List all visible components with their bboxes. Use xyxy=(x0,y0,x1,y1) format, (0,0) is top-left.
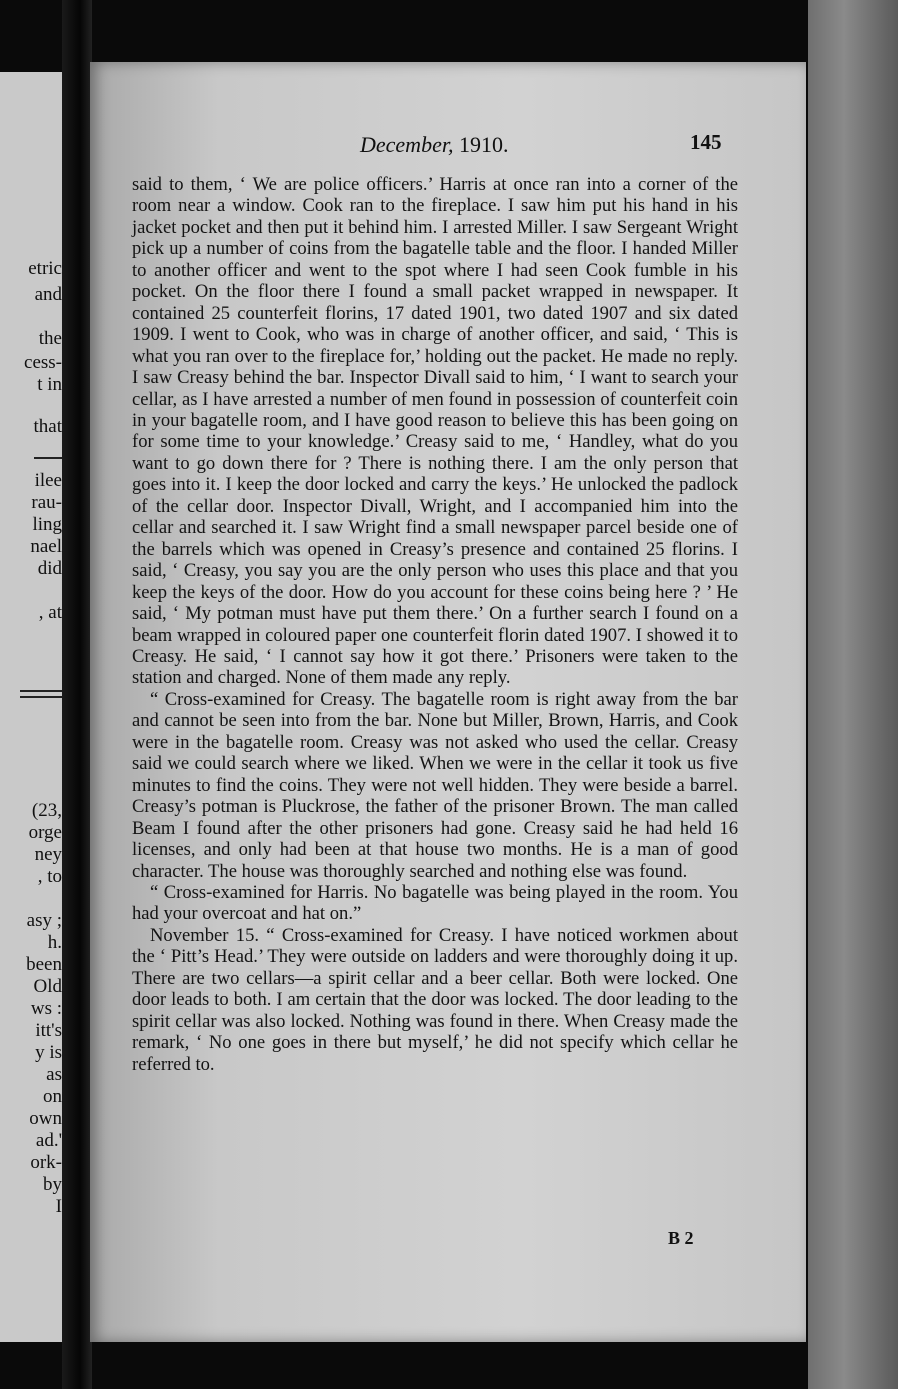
facing-page-rule xyxy=(20,690,66,692)
header-month: December, xyxy=(360,132,454,157)
facing-page-fragment: by xyxy=(43,1174,62,1195)
book-page xyxy=(90,62,806,1342)
paragraph: said to them, ‘ We are police officers.’ Harris at once ran into a corner of the room near a window. Cook ran to the fireplace. I saw him put his hand in his jacket pocket and then put it behind him. I arrested Miller. I saw Sergeant Wright pick up a number of coins from the bagatelle table and the floor. I handed Miller to another officer and went to the spot where I had seen Cook fumble in his pocket. On the floor there I found a small packet wrapped in newspaper. It contained 25 counterfeit florins, 17 dated 1901, two dated 1907 and six dated 1909. I went to Cook, who was in charge of another officer, and said, ‘ This is what you ran over to the fireplace for,’ holding out the packet. He made no reply. I saw Creasy behind the bar. Inspector Divall said to him, ‘ I want to search your cellar, as I have arrested a number of men found in possession of counterfeit coin in your bagatelle room, and I have good reason to believe this has been going on for some time to your knowledge.’ Creasy said to me, ‘ Handley, what do you want to go down there for ? There is nothing there. I am the only person that goes into it. I keep the door locked and carry the keys.’ He unlocked the padlock of the cellar door. Inspector Divall, Wright, and I accompanied him into the cellar and searched it. I saw Wright find a small newspaper parcel beside one of the barrels which was opened in Creasy’s presence and contained 25 florins. I said, ‘ Creasy, you say you are the only person who uses this place and that you keep the keys of the door. How do you account for these coins being here ? ’ He said, ‘ My potman must have put them there.’ On a further search I found on a beam wrapped in coloured paper one counterfeit florin dated 1907. I showed it to Creasy. He said, ‘ I cannot say how it got there.’ Prisoners were taken to the station and charged. None of them made any reply. xyxy=(132,174,738,689)
facing-page-fragment: ney xyxy=(34,844,62,865)
paragraph: “ Cross-examined for Creasy. The bagatelle room is right away from the bar and cannot be seen into from the bar. None but Miller, Brown, Harris, and Cook were in the bagatelle room. Creasy was not asked who used the cellar. Creasy said we could search where we liked. When we were in the cellar it took us five minutes to find the coins. They were not well hidden. They were beside a barrel. Creasy’s potman is Pluckrose, the father of the prisoner Brown. The man called Beam I found after the other prisoners had gone. Creasy said he had held 16 licenses, and only had been at that house two months. He is a man of good character. The house was thoroughly searched and nothing else was found. xyxy=(132,688,738,882)
facing-page-rule xyxy=(20,696,66,698)
paragraph: “ Cross-examined for Harris. No bagatelle was being played in the room. You had your overcoat and hat on.” xyxy=(132,881,738,925)
page-stack-edge xyxy=(808,0,898,1389)
book-spine xyxy=(62,0,92,1389)
paragraph: November 15. “ Cross-examined for Creasy. I have noticed workmen about the ‘ Pitt’s Head.’ They were outside on ladders and were thoroughly doing it up. There are two cellars—a spirit cellar and a beer cellar. Both were locked. One door leads to both. I am certain that the door was locked. The door leading to the spirit cellar was also locked. Nothing was found in there. When Creasy made the remark, ‘ No one goes in there but myself,’ he did not specify which cellar he referred to. xyxy=(132,924,738,1075)
facing-page-edge xyxy=(0,72,66,1342)
facing-page-fragment: orge xyxy=(28,822,62,843)
facing-page-fragment: that xyxy=(33,416,62,437)
facing-page-fragment: I xyxy=(55,1196,62,1217)
facing-page-fragment: ad.' xyxy=(35,1130,62,1151)
facing-page-fragment: been xyxy=(26,954,62,975)
facing-page-fragment: , at xyxy=(38,602,62,623)
facing-page-fragment: cess- xyxy=(24,352,62,373)
facing-page-fragment: did xyxy=(37,558,62,579)
running-header xyxy=(360,132,508,158)
facing-page-fragment: ws : xyxy=(30,998,62,1019)
facing-page-fragment: , to xyxy=(37,866,62,887)
header-year: 1910. xyxy=(458,132,509,157)
facing-page-fragment: ling xyxy=(32,514,62,535)
facing-page-fragment: t in xyxy=(37,374,62,395)
facing-page-fragment: itt's xyxy=(35,1020,62,1041)
facing-page-fragment: on xyxy=(43,1086,62,1107)
facing-page-fragment: (23, xyxy=(31,800,62,821)
facing-page-fragment: own xyxy=(29,1108,62,1129)
signature-mark: B 2 xyxy=(668,1228,694,1248)
body-text xyxy=(132,174,738,1075)
facing-page-fragment: etric xyxy=(28,258,62,279)
facing-page-fragment: h. xyxy=(47,932,62,953)
facing-page-fragment: asy ; xyxy=(26,910,62,931)
facing-page-fragment: nael xyxy=(30,536,62,557)
facing-page-fragment: rau- xyxy=(31,492,62,513)
facing-page-fragment: as xyxy=(46,1064,62,1085)
facing-page-fragment: ilee xyxy=(34,470,62,491)
facing-page-fragment: y is xyxy=(35,1042,62,1063)
facing-page-fragment: ork- xyxy=(30,1152,62,1173)
page-number: 145 xyxy=(690,130,722,154)
facing-page-fragment: and xyxy=(34,284,62,305)
facing-page-fragment: Old xyxy=(33,976,62,997)
facing-page-fragment: the xyxy=(38,328,62,349)
